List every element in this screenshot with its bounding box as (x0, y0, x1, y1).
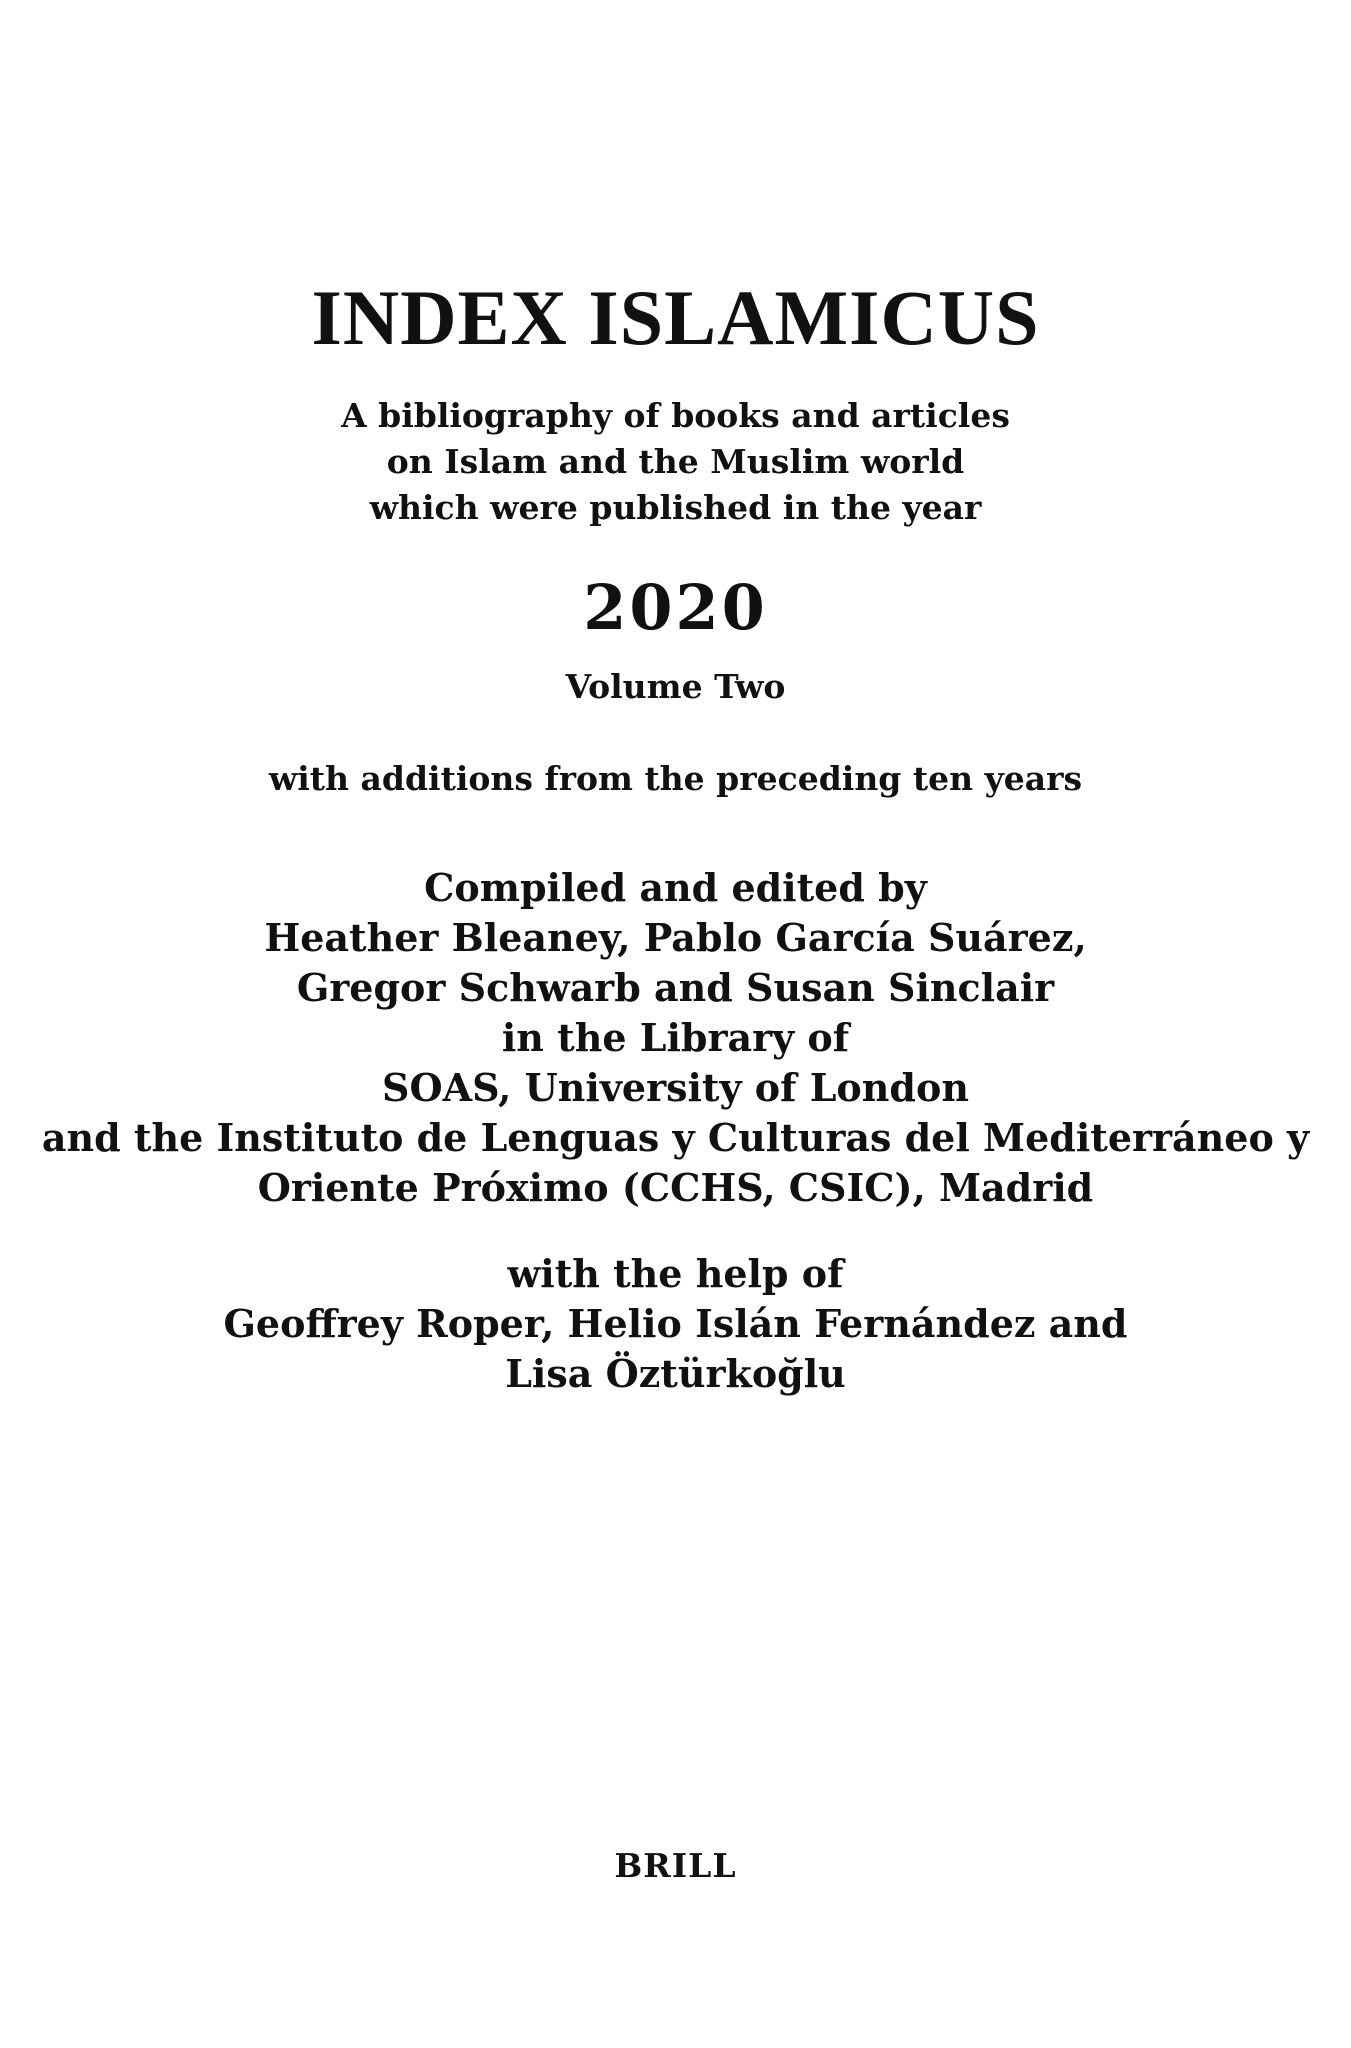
help-line-2: Geoffrey Roper, Helio Islán Fernández and (223, 1301, 1128, 1346)
subtitle-line-1: A bibliography of books and articles (341, 396, 1010, 435)
volume-label: Volume Two (565, 667, 786, 706)
help-line-3: Lisa Öztürkoğlu (505, 1351, 846, 1396)
subtitle-line-3: which were published in the year (369, 488, 982, 527)
book-title: INDEX ISLAMICUS (311, 274, 1040, 361)
compiled-line-3: Gregor Schwarb and Susan Sinclair (296, 965, 1055, 1010)
additions-note: with additions from the preceding ten years (268, 759, 1083, 798)
publisher-name: BRILL (614, 1846, 737, 1885)
subtitle-line-2: on Islam and the Muslim world (386, 442, 965, 481)
compiled-line-6: and the Instituto de Lenguas y Culturas del Mediterráneo y (41, 1115, 1310, 1160)
compiled-line-1: Compiled and edited by (424, 865, 927, 910)
compiled-line-4: in the Library of (501, 1015, 850, 1060)
help-line-1: with the help of (507, 1251, 844, 1296)
compiled-line-7: Oriente Próximo (CCHS, CSIC), Madrid (257, 1165, 1094, 1210)
publication-year: 2020 (583, 571, 768, 644)
compiled-line-2: Heather Bleaney, Pablo García Suárez, (264, 915, 1087, 960)
compiled-line-5: SOAS, University of London (382, 1065, 969, 1110)
